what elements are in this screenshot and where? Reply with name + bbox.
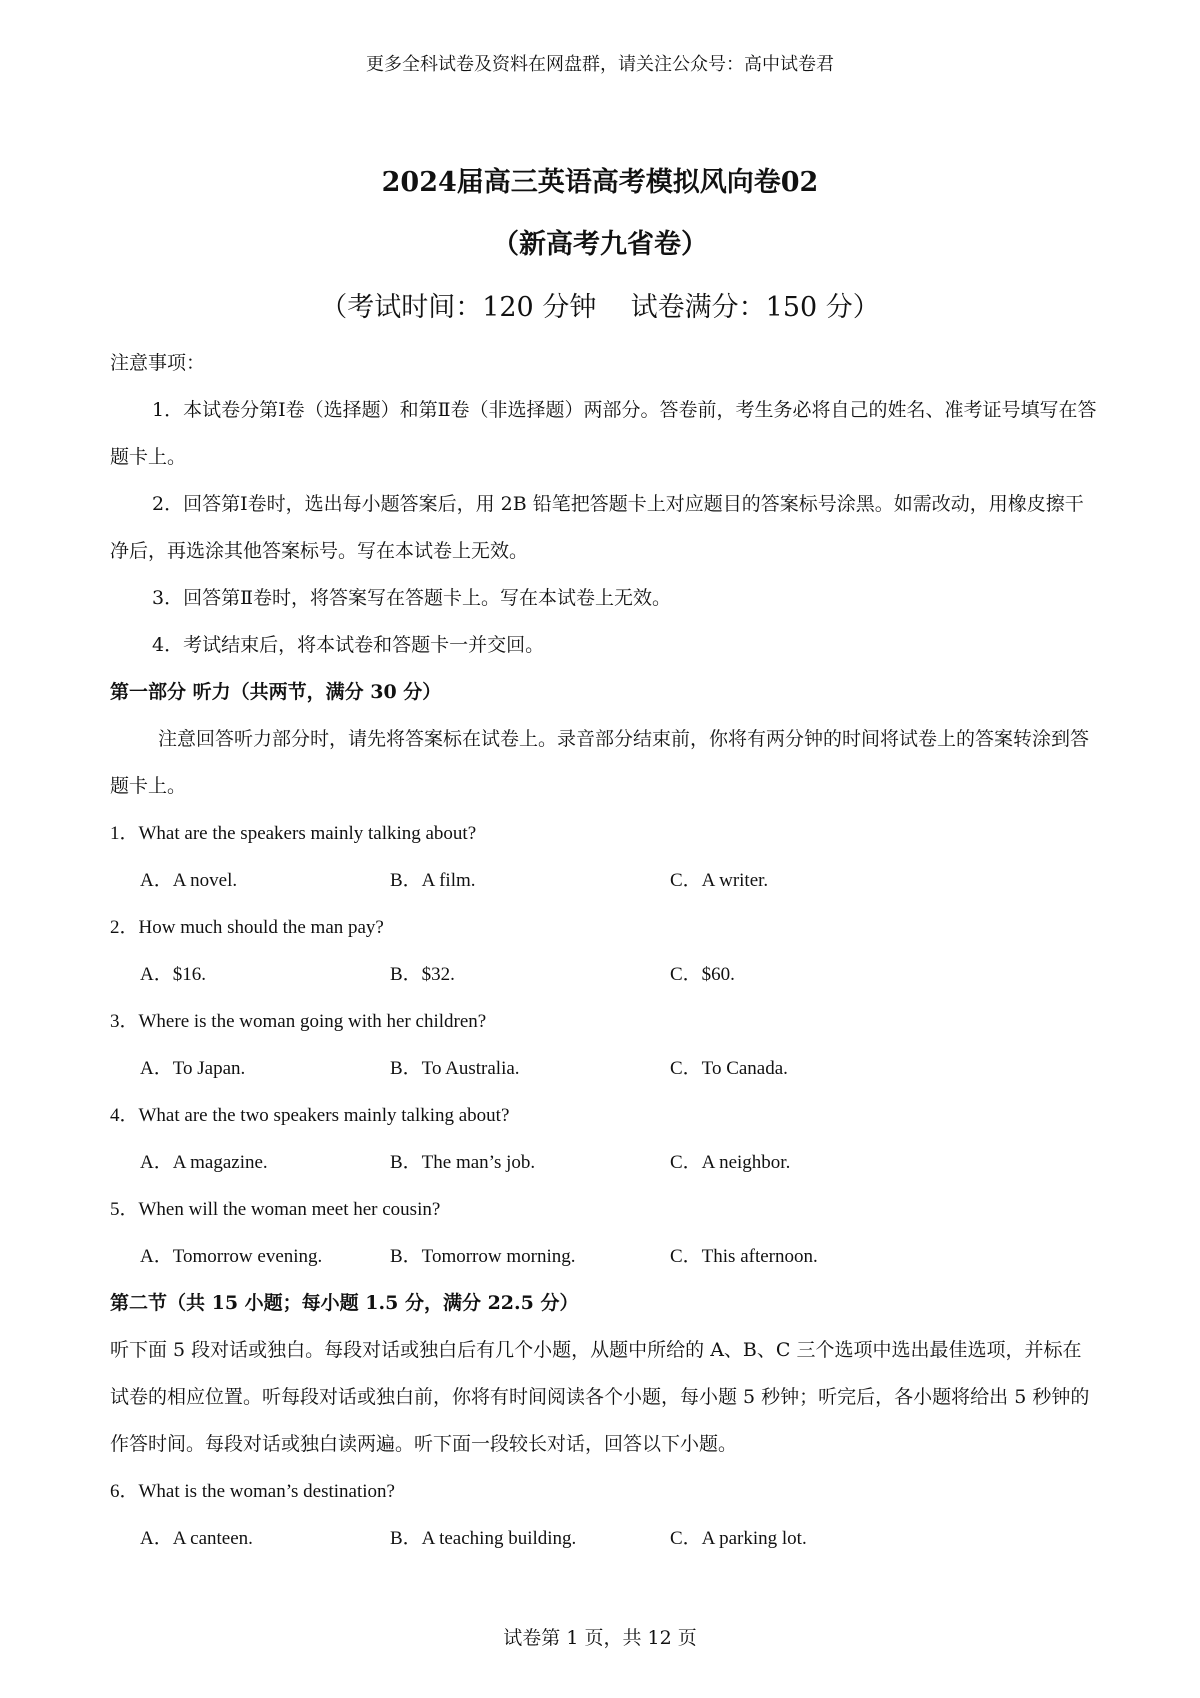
option-row [110, 1515, 1100, 1562]
question-item [110, 1092, 1100, 1186]
part1-heading: 第一部分 听力（共两节，满分 30 分） [110, 681, 442, 703]
question-item [110, 1186, 1100, 1280]
option-a: A．A canteen. [140, 1528, 253, 1549]
question-text: 6．What is the woman’s destination? [110, 1481, 395, 1502]
option-c: C．A neighbor. [670, 1152, 791, 1173]
option-b: B．Tomorrow morning. [390, 1246, 576, 1267]
question-text: 2．How much should the man pay? [110, 917, 384, 938]
option-c: C．$60. [670, 964, 735, 985]
exam-info: （考试时间：120 分钟 试卷满分：150 分） [320, 292, 880, 323]
page-subtitle: （新高考九省卷） [492, 229, 708, 260]
option-a: A．A magazine. [140, 1152, 268, 1173]
notice-item: 3．回答第Ⅱ卷时，将答案写在答题卡上。写在本试卷上无效。 [152, 587, 672, 609]
option-b: B．To Australia. [390, 1058, 520, 1079]
question-item [110, 810, 1100, 904]
option-row [110, 857, 1100, 904]
notice-item: 1．本试卷分第Ⅰ卷（选择题）和第Ⅱ卷（非选择题）两部分。答卷前，考生务必将自己的姓名、准考证号填写在答题卡上。 [110, 399, 1097, 468]
option-b: B．The man’s job. [390, 1152, 536, 1173]
question-text: 3．Where is the woman going with her children? [110, 1011, 487, 1032]
option-b: B．$32. [390, 964, 455, 985]
question-text: 5．When will the woman meet her cousin? [110, 1199, 441, 1220]
question-item [110, 1468, 1100, 1562]
option-c: C．A parking lot. [670, 1528, 807, 1549]
option-a: A．A novel. [140, 870, 238, 891]
option-c: C．To Canada. [670, 1058, 788, 1079]
option-a: A．$16. [140, 964, 206, 985]
option-row [110, 951, 1100, 998]
page-footer: 试卷第 1 页，共 12 页 [503, 1627, 697, 1649]
option-row [110, 1139, 1100, 1186]
option-row [110, 1233, 1100, 1280]
option-row [110, 1045, 1100, 1092]
question-list-section2 [110, 1468, 1100, 1562]
page-title: 2024届高三英语高考模拟风向卷02 [381, 167, 819, 198]
option-c: C．This afternoon. [670, 1246, 818, 1267]
question-list-section1 [110, 810, 1100, 1280]
option-b: B．A film. [390, 870, 476, 891]
question-text: 4．What are the two speakers mainly talking about? [110, 1105, 510, 1126]
question-item [110, 998, 1100, 1092]
option-a: A．To Japan. [140, 1058, 246, 1079]
option-c: C．A writer. [670, 870, 769, 891]
section2-instruction: 听下面 5 段对话或独白。每段对话或独白后有几个小题，从题中所给的 A、B、C 三个选项中选出最佳选项，并标在试卷的相应位置。听每段对话或独白前，你将有时间阅读各个小题，每小题 5 秒钟；听完后，各小题将给出 5 秒钟的作答时间。每段对话或独白读两遍。听下面一段较长对话，回答以下小题。 [110, 1339, 1090, 1455]
question-item [110, 904, 1100, 998]
option-b: B．A teaching building. [390, 1528, 577, 1549]
option-a: A．Tomorrow evening. [140, 1246, 323, 1267]
notice-heading: 注意事项： [110, 352, 206, 374]
notice-item: 2．回答第Ⅰ卷时，选出每小题答案后，用 2B 铅笔把答题卡上对应题目的答案标号涂黑。如需改动，用橡皮擦干净后，再选涂其他答案标号。写在本试卷上无效。 [110, 493, 1084, 562]
section2-heading: 第二节（共 15 小题；每小题 1.5 分，满分 22.5 分） [110, 1292, 579, 1314]
notice-item: 4．考试结束后，将本试卷和答题卡一并交回。 [152, 634, 545, 656]
part1-instruction: 注意回答听力部分时，请先将答案标在试卷上。录音部分结束前，你将有两分钟的时间将试卷上的答案转涂到答题卡上。 [110, 728, 1090, 797]
question-text: 1．What are the speakers mainly talking about? [110, 823, 477, 844]
exam-content [110, 340, 1100, 1562]
top-note: 更多全科试卷及资料在网盘群，请关注公众号：高中试卷君 [366, 54, 834, 75]
